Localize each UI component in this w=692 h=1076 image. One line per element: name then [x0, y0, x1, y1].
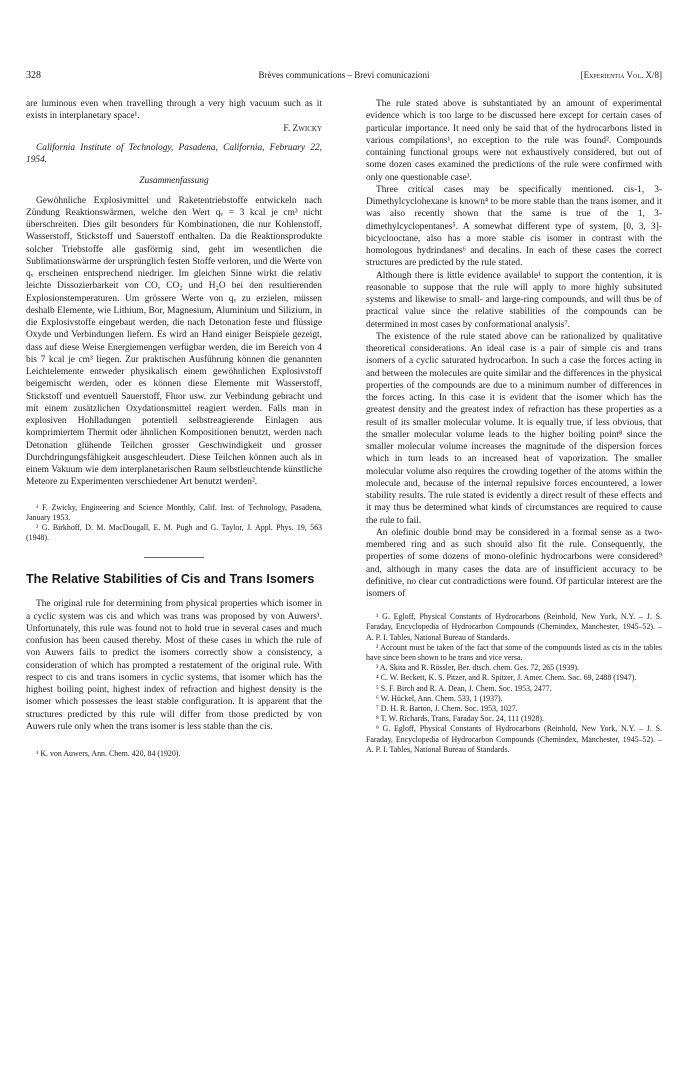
footnote: ⁶ W. Hückel, Ann. Chem. 533, 1 (1937). [376, 693, 503, 703]
footnote: ¹ K. von Auwers, Ann. Chem. 420, 84 (1920). [36, 749, 181, 759]
summary-text: Gewöhnliche Explosivmittel und Raketentriebstoffe entwickeln nach Zündung Reaktionswärmen, welche den Wert qᵥ = 3 kcal je cm³ nicht überschreiten. Dies gilt besonders für Kombinationen, die nur Kohlenstoff, Wasserstoff, Stickstoff und Sauerstoff enthalten. Da die Reaktionsprodukte solcher Triebstoffe alle gasförmig sind, geht im wesentlichen die Sublimationswärme der ursprünglich festen Stoffe verloren, und die Werte von qᵥ erscheinen entsprechend niedriger. Im gleichen Sinne wirkt die relativ leichte Dissozierbarkeit von CO, CO₂ und H₂O bei den resultierenden Explosionstemperaturen. Um grössere Werte von qᵥ zu erzielen, müssen deshalb Elemente, wie Lithium, Bor, Magnesium, Aluminium und Silizium, in die Explosivstoffe eingebaut werden, die nach Detonation feste und flüssige Oxyde und Verbindungen liefern. Es wird an Hand einiger Beispiele gezeigt, dass auf diese Weise Energiemengen verfügbar werden, die im Bereich von 4 bis 7 kcal je cm³ liegen. Zur praktischen Ausführung können die genannten Leichtelemente entweder physikalisch einem gewöhnlichen Explosivstoff beigemischt werden, oder es können diese Elemente mit Wasserstoff, Stickstoff und eventuell Sauerstoff, Fluor usw. zur Verbindung gebracht und mit einem zusätzlichen Oxydationsmittel reagiert werden. Falls man in explosiven Hohlladungen potentiell selbstreagierende Einlagen aus komprimiertem Thermit oder ähnlichen Kompositionen benutzt, werden nach Detonation glühende Teilchen grosser Geschwindigkeit und grosser Durchdringungsfähigkeit ausgeschleudert. Diese Teilchen können auch als in einem Vakuum wie dem interplanetarischen Raum selbstleuchtende künstliche Meteore zu Experimenten verschiedener Art benutzt werden². [26, 195, 322, 488]
footnote: ¹ F. Zwicky, Engineering and Science Monthly, Calif. Inst. of Technology, Pasadena, January 1953. [26, 502, 322, 522]
footnote: ⁹ G. Egloff, Physical Constants of Hydrocarbons (Reinhold, New York, N.Y. – J. S. Faraday, Encyclopedia of Hydrocarbon Compounds (Chemindex, Manchester, 1945–52). – A. P. I. Tables, National Bureau of Standards. [366, 724, 662, 754]
author-signature: F. Zwicky [283, 123, 322, 134]
paragraph-continued: are luminous even when travelling through a very high vacuum such as it exists in interplanetary space¹. [26, 99, 322, 122]
footnote: ² Account must be taken of the fact that some of the compounds listed as cis in the tables have since been shown to be trans and vice versa. [366, 642, 662, 663]
footnote: ³ A. Skita and R. Rössler, Ber. dtsch. chem. Ges. 72, 265 (1939). [376, 663, 580, 673]
summary-heading: Zusammenfassung [139, 176, 209, 187]
footnote: ⁴ C. W. Beckett, K. S. Pitzer, and R. Spitzer, J. Amer. Chem. Soc. 69, 2488 (1947). [376, 673, 637, 683]
running-header [26, 70, 662, 84]
footnotes-block [26, 749, 322, 759]
footnotes-block [26, 503, 322, 544]
paragraph: The original rule for determining from physical properties which isomer in a cyclic system was cis and which was trans was proposed by von Auwers¹. Unfortunately, this rule was found not to hold true in several cases and much confusion has been caused thereby. Most of these cases in which the rule of von Auwers fails to predict the isomers correctly show a consistency, a consideration of which has prompted a restatement of the original rule. With respect to cis and trans isomers in cyclic systems, that isomer which has the highest boiling point, highest index of refraction and highest density is the isomer which possesses the least stable configuration. It is apparent that the structures predicted by this rule will differ from those predicted by von Auwers rule only when the trans isomer is less stable than the cis. [26, 599, 322, 732]
paragraph: The existence of the rule stated above can be rationalized by qualitative theoretical considerations. An ideal case is a pair of simple cis and trans isomers of a cyclic saturated hydrocarbon. In such a case the forces acting in and between the molecules are quite similar and the differences in the physical properties of the compounds are due to a minimum number of differences in the forces acting. In this case it is evident that the isomer which has the greatest density and the greatest index of refraction has these properties as a result of its smaller molecular volume. It is equally true, if less obvious, that the smaller molecular volume leads to the higher boiling point⁸ since the smaller molecular volume increases the magnitude of the dispersion forces which in turn leads to an increased heat of vaporization. The smaller molecular volume also requires the crowding together of the atoms within the molecule and, because of the internal repulsive forces encountered, a lower stability results. The rule stated is evidently a direct result of these effects and it may thus be determined what kinds of circumstances are required to cause the rule to fail. [366, 331, 662, 526]
divider [144, 557, 204, 558]
paragraph: Although there is little evidence available¹ to support the contention, it is reasonable to suppose that the rule will apply to more highly subsituted systems and likewise to small- and large-ring compounds, and will thus be of practical value since the relative stabilities of the compounds can be determined in most cases by conformational analysis⁷. [366, 270, 662, 330]
running-title: Brèves communications – Brevi comunicazioni [258, 70, 430, 80]
paragraph: The rule stated above is substantiated by an amount of experimental evidence which is too large to be discussed here except for certain cases of particular importance. It need only be said that of the hydrocarbons listed in various compilations¹, no exception to the rule was found². Compounds containing functional groups were not exhaustively considered, but out of some dozen cases examined the predictions of the rule were confirmed with only one questionable case³. [366, 99, 662, 183]
left-column [26, 98, 322, 759]
page-number: 328 [26, 70, 41, 81]
paragraph: Three critical cases may be specifically mentioned. cis-1, 3-Dimethylcyclohexane is known⁴ to be more stable than the trans isomer, and it was also recently shown that the same is true of the 1, 3-dimethylcyclopentanes⁵. A somewhat different type of system, [0, 3, 3]-bicyclooctane, also has a more stable cis isomer in contrast with the homologous hydrindanes⁶ and decalins. In each of these cases the correct structures are predicted by the rule stated. [366, 184, 662, 269]
journal-volume: [Experientia Vol. X/8] [580, 70, 662, 80]
footnote: ⁸ T. W. Richards, Trans. Faraday Soc. 24, 111 (1928). [376, 714, 545, 724]
section-title: The Relative Stabilities of Cis and Trans Isomers [26, 572, 315, 587]
right-column [366, 98, 662, 755]
footnote: ¹ G. Egloff, Physical Constants of Hydrocarbons (Reinhold, New York, N.Y. – J. S. Faraday, Encyclopedia of Hydrocarbon Compounds (Chemindex, Manchester, 1945–52). – A. P. I. Tables, National Bureau of Standards. [366, 612, 662, 642]
footnote: ⁵ S. F. Birch and R. A. Dean, J. Chem. Soc. 1953, 2477. [376, 683, 552, 693]
footnotes-block [366, 612, 662, 755]
paragraph: An olefinic double bond may be considered in a formal sense as a two-membered ring and as such should also fit the rule. Consequently, the properties of some dozens of mono-olefinic hydrocarbons were considered⁹ and, although in many cases the data are of insufficient accuracy to be definitive, no clear cut contradictions were found. Of particular interest are the isomers of [366, 527, 662, 599]
affiliation: California Institute of Technology, Pasadena, California, February 22, 1954. [26, 142, 322, 165]
footnote: ² G. Birkhoff, D. M. MacDougall, E. M. Pugh and G. Taylor, J. Appl. Phys. 19, 563 (1948). [26, 522, 322, 543]
footnote: ⁷ D. H. R. Barton, J. Chem. Soc. 1953, 1027. [376, 704, 518, 714]
